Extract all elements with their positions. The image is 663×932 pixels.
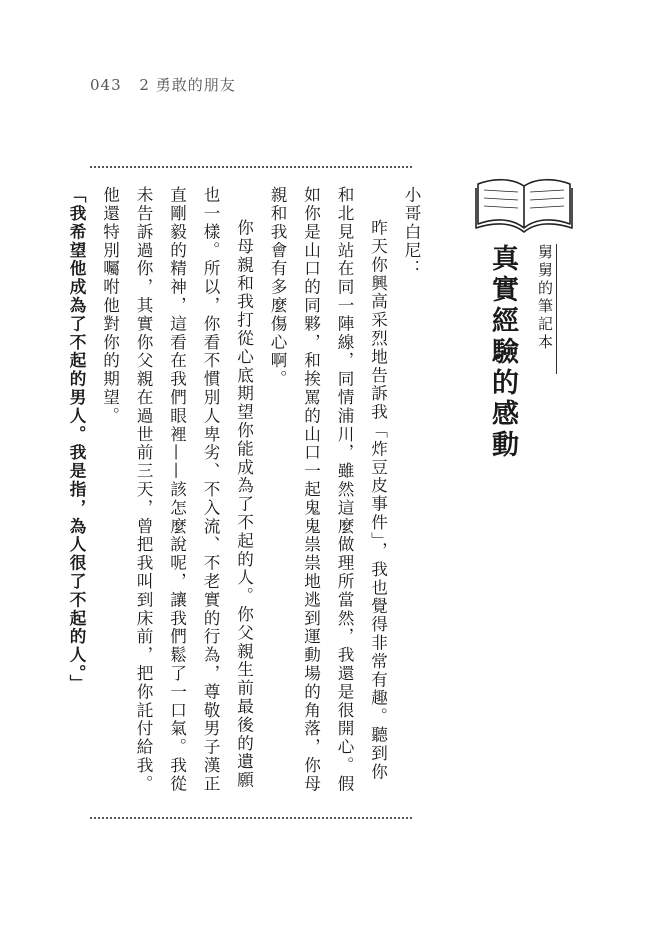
top-dotted-divider <box>90 166 412 168</box>
salutation: 小哥白尼： <box>402 186 421 278</box>
running-chapter-title: 2 勇敢的朋友 <box>139 76 236 94</box>
series-label: 舅舅的筆記本 <box>524 244 557 374</box>
bottom-dotted-divider <box>90 817 412 819</box>
open-book-icon <box>472 172 576 236</box>
page-header <box>90 74 236 95</box>
paragraph-1: 昨天你興高采烈地告訴我「炸豆皮事件」，我也覺得非常有趣。聽到你和北見站在同一陣線，同情浦川，雖然這麼做理所當然，我還是很開心。假如你是山口的同夥，和挨罵的山口一起鬼鬼祟祟地逃到運動場的角落，你母親和我會有多麼傷心啊。 <box>268 186 388 794</box>
paragraph-2: 你母親和我打從心底期望你能成為了不起的人。你父親生前最後的遺願也一樣。所以，你看不慣別人卑劣、不入流、不老實的行為，尊敬男子漢正直剛毅的精神，這看在我們眼裡——該怎麼說呢，讓我們鬆了一口氣。我從未告訴過你，其實你父親在過世前三天，曾把我叫到床前，把你託付給我。他還特別囑咐他對你的期望。 <box>100 186 254 794</box>
quote-paragraph: 「我希望他成為了不起的男人。我是指，為人很了不起的人。」 <box>67 186 87 693</box>
letter-body <box>60 186 428 796</box>
page-number: 043 <box>90 76 122 94</box>
section-title: 真實經驗的感動 <box>487 244 518 461</box>
